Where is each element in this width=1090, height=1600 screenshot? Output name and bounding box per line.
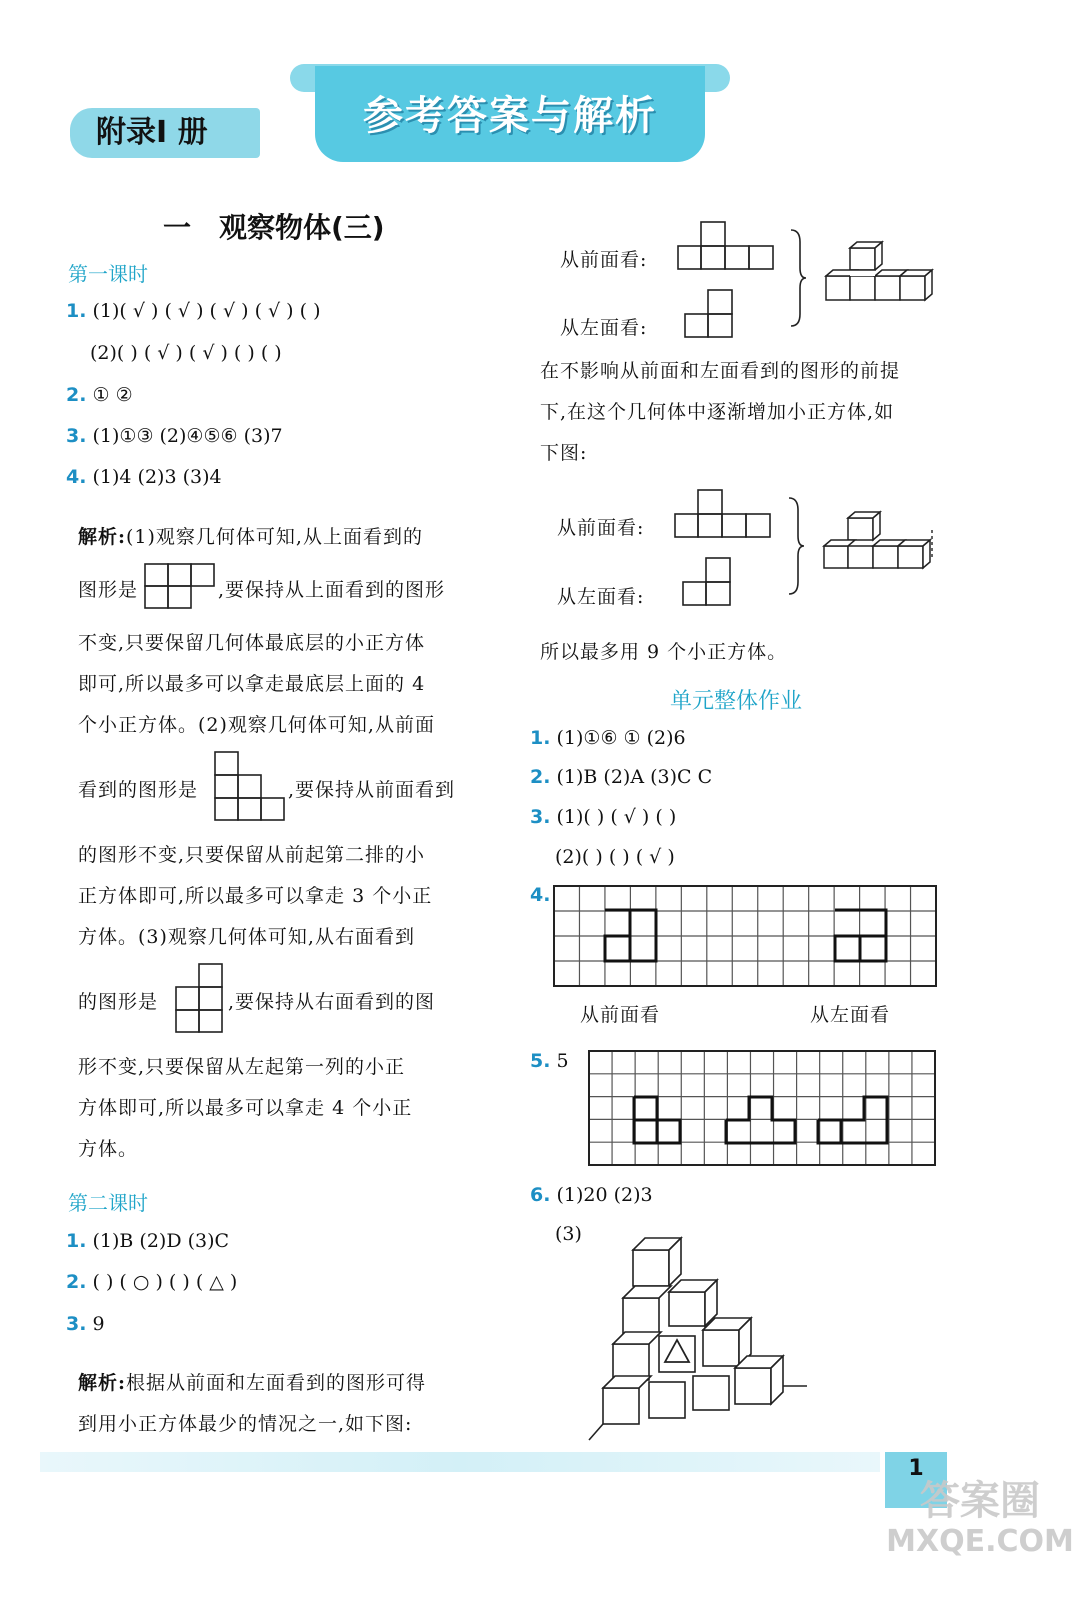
explanation-label: 解析: xyxy=(78,1372,127,1394)
question-number: 3. xyxy=(66,1313,87,1335)
top-view-figure xyxy=(143,562,217,610)
lesson1-explanation-line: ,要保持从右面看到的图 xyxy=(228,991,436,1013)
left-view-label: 从左面看: xyxy=(560,317,648,339)
answer-text: (1)①⑥ ① (2)6 xyxy=(556,727,686,749)
appendix-tab: 附录Ⅰ 册 xyxy=(70,108,260,158)
answer-text: (1)B (2)A (3)C C xyxy=(556,766,713,788)
question-number: 2. xyxy=(530,766,551,788)
lesson2-q1 xyxy=(66,1230,229,1252)
question-number: 2. xyxy=(66,1271,87,1293)
question-number: 1. xyxy=(530,727,551,749)
unit-q5 xyxy=(530,1050,569,1072)
answer-text: (1)( ) ( √ ) ( ) xyxy=(556,806,677,828)
q4-caption-front: 从前面看 xyxy=(580,1004,661,1026)
question-number: 3. xyxy=(66,425,87,447)
page-number: 1 xyxy=(908,1456,924,1481)
left-view-figure xyxy=(683,288,735,340)
lesson1-explanation-line: 不变,只要保留几何体最底层的小正方体 xyxy=(78,632,426,654)
lesson1-q1-row2: (2)( ) ( √ ) ( √ ) ( ) ( ) xyxy=(90,342,282,364)
watermark-logo: 答案圈 xyxy=(920,1478,1040,1524)
left-view-label: 从左面看: xyxy=(557,586,645,608)
answer-text: 5 xyxy=(556,1050,569,1072)
pyramid-figure xyxy=(585,1218,815,1448)
lesson2-explanation-line: 到用小正方体最少的情况之一,如下图: xyxy=(78,1413,413,1435)
unit-q3-row1 xyxy=(530,806,676,828)
unit-q6 xyxy=(530,1184,653,1206)
lesson2-q3 xyxy=(66,1313,105,1335)
answer-text: (1)20 (2)3 xyxy=(556,1184,653,1206)
answer-text: (1)( √ ) ( √ ) ( √ ) ( √ ) ( ) xyxy=(92,300,321,322)
answer-text: ( ) ( ○ ) ( ) ( △ ) xyxy=(92,1271,238,1293)
paragraph-line: 下,在这个几何体中逐渐增加小正方体,如 xyxy=(540,401,895,423)
unit-q2 xyxy=(530,766,712,788)
question-number: 4. xyxy=(530,884,551,906)
question-number: 1. xyxy=(66,1230,87,1252)
paragraph-line: 下图: xyxy=(540,442,588,464)
explanation-text: 图形是 xyxy=(78,579,139,601)
chapter-title: 一 观察物体(三) xyxy=(163,211,385,244)
brace-icon xyxy=(786,496,806,596)
conclusion-text: 所以最多用 9 个小正方体。 xyxy=(540,641,788,663)
lesson1-explanation-line: 的图形是 xyxy=(78,991,159,1013)
brace-icon xyxy=(788,228,808,328)
lesson1-q3 xyxy=(66,425,283,447)
lesson1-explanation-line: 方体。(3)观察几何体可知,从右面看到 xyxy=(78,926,415,948)
answer-text: (1)4 (2)3 (3)4 xyxy=(92,466,222,488)
solid-figure xyxy=(824,240,934,304)
lesson1-explanation-line: 看到的图形是 xyxy=(78,779,199,801)
lesson1-explanation-line: 即可,所以最多可以拿走最底层上面的 4 xyxy=(78,673,426,695)
front-view-figure xyxy=(673,488,773,540)
page-title: 参考答案与解析 xyxy=(363,93,657,139)
unit-q3-row2: (2)( ) ( ) ( √ ) xyxy=(555,846,675,868)
unit-q1 xyxy=(530,727,686,749)
q5-grid xyxy=(588,1050,938,1168)
lesson1-explanation-line: 方体。 xyxy=(78,1138,139,1160)
lesson1-explanation-line xyxy=(78,522,423,549)
lesson2-q2 xyxy=(66,1271,237,1293)
q4-grid xyxy=(553,885,939,989)
answer-text: 9 xyxy=(92,1313,105,1335)
explanation-text: (1)观察几何体可知,从上面看到的 xyxy=(126,526,423,548)
lesson2-heading: 第二课时 xyxy=(68,1191,148,1215)
paragraph-line: 在不影响从前面和左面看到的图形的前提 xyxy=(540,360,901,382)
answer-text: (1)①③ (2)④⑤⑥ (3)7 xyxy=(92,425,283,447)
question-number: 2. xyxy=(66,384,87,406)
watermark xyxy=(880,1478,1080,1560)
front-view-label: 从前面看: xyxy=(560,249,648,271)
lesson2-explanation-line xyxy=(78,1368,426,1395)
explanation-text: 根据从前面和左面看到的图形可得 xyxy=(126,1372,427,1394)
unit-q6-3: (3) xyxy=(555,1223,582,1245)
left-view-figure xyxy=(681,556,733,608)
lesson1-explanation-line: 方体即可,所以最多可以拿走 4 个小正 xyxy=(78,1097,413,1119)
lesson1-q4 xyxy=(66,466,222,488)
lesson1-heading: 第一课时 xyxy=(68,262,148,286)
question-number: 4. xyxy=(66,466,87,488)
front-view-label: 从前面看: xyxy=(557,517,645,539)
lesson1-explanation-line: 个小正方体。(2)观察几何体可知,从前面 xyxy=(78,714,435,736)
question-number: 6. xyxy=(530,1184,551,1206)
lesson1-q2 xyxy=(66,384,133,406)
front-view-figure xyxy=(213,750,287,822)
footer-band xyxy=(40,1452,880,1472)
lesson1-explanation-line: ,要保持从前面看到 xyxy=(288,779,456,801)
question-number: 1. xyxy=(66,300,87,322)
unit-heading: 单元整体作业 xyxy=(670,689,803,714)
lesson1-explanation-line: ,要保持从上面看到的图形 xyxy=(218,579,446,601)
unit-q4 xyxy=(530,884,550,906)
front-view-figure xyxy=(676,220,776,272)
right-view-figure xyxy=(174,962,224,1034)
explanation-label: 解析: xyxy=(78,526,127,548)
solid-figure xyxy=(822,510,938,572)
lesson1-explanation-line: 形不变,只要保留从左起第一列的小正 xyxy=(78,1056,406,1078)
lesson1-explanation-line: 的图形不变,只要保留从前起第二排的小 xyxy=(78,844,426,866)
q4-caption-left: 从左面看 xyxy=(810,1004,891,1026)
watermark-url: MXQE.COM xyxy=(886,1524,1074,1559)
question-number: 3. xyxy=(530,806,551,828)
lesson1-explanation-line: 正方体即可,所以最多可以拿走 3 个小正 xyxy=(78,885,433,907)
answer-text: ① ② xyxy=(92,384,133,406)
answer-text: (1)B (2)D (3)C xyxy=(92,1230,230,1252)
lesson1-explanation-line xyxy=(78,575,138,602)
lesson1-q1-row1 xyxy=(66,300,320,322)
question-number: 5. xyxy=(530,1050,551,1072)
